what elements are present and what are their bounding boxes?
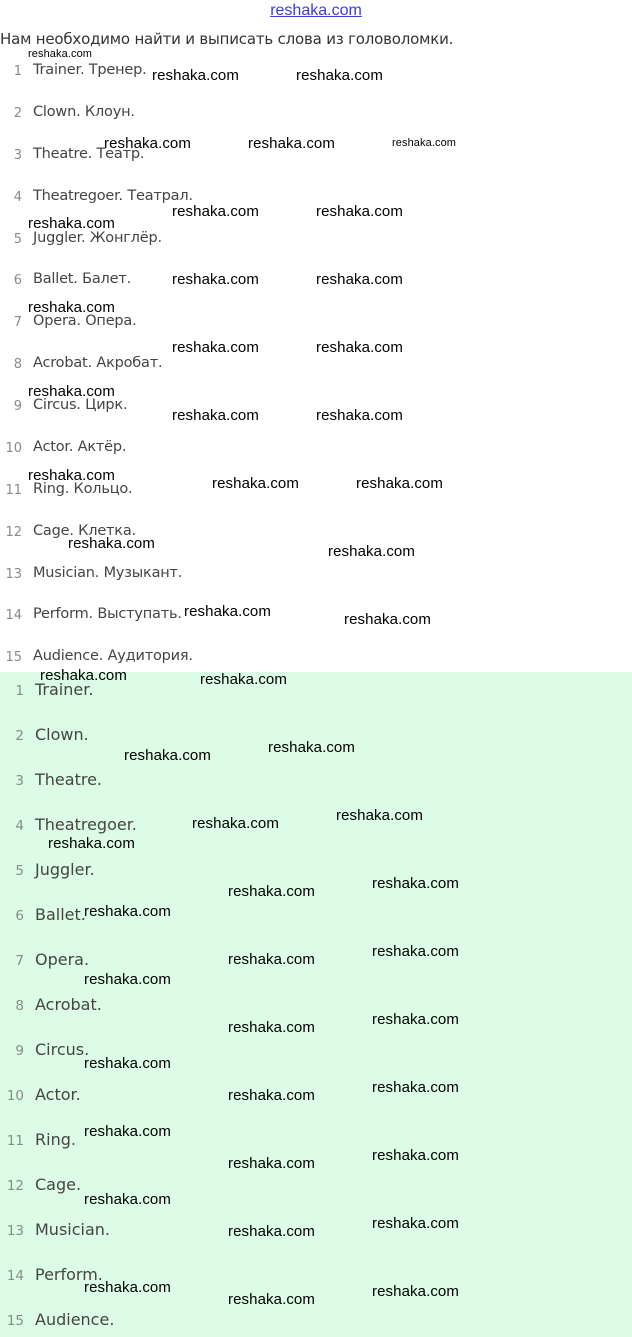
watermark: reshaka.com	[84, 1191, 171, 1208]
item-text: Acrobat. Акробат.	[33, 355, 163, 371]
item-text: Clown.	[35, 725, 89, 744]
item-text: Ring. Кольцо.	[33, 481, 133, 497]
watermark: reshaka.com	[228, 883, 315, 900]
item-text: Cage.	[35, 1175, 82, 1194]
watermark: reshaka.com	[228, 1019, 315, 1036]
watermark: reshaka.com	[172, 339, 259, 356]
item-number: 9	[13, 399, 22, 414]
watermark: reshaka.com	[316, 203, 403, 220]
watermark: reshaka.com	[372, 1011, 459, 1028]
watermark: reshaka.com	[228, 1087, 315, 1104]
item-number: 15	[5, 650, 22, 665]
item-number: 12	[6, 1178, 24, 1194]
watermark: reshaka.com	[316, 407, 403, 424]
item-text: Acrobat.	[35, 995, 102, 1014]
watermark: reshaka.com	[28, 299, 115, 316]
item-text: Audience. Аудитория.	[33, 648, 193, 664]
watermark: reshaka.com	[192, 815, 279, 832]
watermark: reshaka.com	[356, 475, 443, 492]
watermark: reshaka.com	[152, 67, 239, 84]
item-number: 10	[5, 441, 22, 456]
item-number: 10	[6, 1088, 24, 1104]
item-number: 8	[13, 357, 22, 372]
item-text: Actor.	[35, 1085, 81, 1104]
watermark: reshaka.com	[248, 135, 335, 152]
watermark: reshaka.com	[268, 739, 355, 756]
watermark: reshaka.com	[172, 271, 259, 288]
watermark: reshaka.com	[28, 467, 115, 484]
watermark: reshaka.com	[40, 667, 127, 684]
watermark: reshaka.com	[48, 835, 135, 852]
item-text: Audience.	[35, 1310, 115, 1329]
item-text: Juggler. Жонглёр.	[33, 230, 162, 246]
watermark: reshaka.com	[228, 1223, 315, 1240]
watermark: reshaka.com	[328, 543, 415, 560]
item-number: 14	[5, 608, 22, 623]
watermark: reshaka.com	[28, 215, 115, 232]
item-number: 14	[6, 1268, 24, 1284]
item-number: 7	[13, 315, 22, 330]
item-number: 9	[15, 1043, 24, 1059]
item-text: Opera. Опера.	[33, 313, 137, 329]
item-number: 5	[15, 863, 24, 879]
watermark: reshaka.com	[84, 1055, 171, 1072]
watermark: reshaka.com	[336, 807, 423, 824]
item-text: Circus.	[35, 1040, 90, 1059]
item-number: 6	[13, 273, 22, 288]
item-text: Trainer.	[35, 680, 94, 699]
answer-block	[0, 672, 632, 1337]
watermark: reshaka.com	[372, 943, 459, 960]
item-number: 6	[15, 908, 24, 924]
item-number: 15	[6, 1313, 24, 1329]
item-number: 3	[13, 148, 22, 163]
item-text: Actor. Актёр.	[33, 439, 127, 455]
watermark: reshaka.com	[372, 1215, 459, 1232]
watermark: reshaka.com	[200, 671, 287, 688]
item-number: 1	[13, 64, 22, 79]
item-text: Trainer. Тренер.	[33, 62, 147, 78]
watermark: reshaka.com	[104, 135, 191, 152]
watermark: reshaka.com	[212, 475, 299, 492]
watermark: reshaka.com	[228, 1155, 315, 1172]
watermark: reshaka.com	[124, 747, 211, 764]
item-number: 7	[15, 953, 24, 969]
watermark: reshaka.com	[84, 1279, 171, 1296]
item-number: 11	[6, 1133, 24, 1149]
item-text: Musician.	[35, 1220, 110, 1239]
item-number: 1	[15, 683, 24, 699]
watermark: reshaka.com	[316, 271, 403, 288]
item-number: 3	[15, 773, 24, 789]
item-text: Theatre. Театр.	[33, 146, 145, 162]
item-text: Theatregoer. Театрал.	[33, 188, 193, 204]
watermark: reshaka.com	[344, 611, 431, 628]
watermark: reshaka.com	[372, 875, 459, 892]
instruction-text: Нам необходимо найти и выписать слова из головоломки.	[0, 30, 454, 48]
item-text: Ballet. Балет.	[33, 271, 131, 287]
item-number: 12	[5, 525, 22, 540]
watermark: reshaka.com	[392, 137, 457, 149]
watermark: reshaka.com	[228, 951, 315, 968]
watermark: reshaka.com	[84, 1123, 171, 1140]
item-number: 5	[13, 232, 22, 247]
item-text: Musician. Музыкант.	[33, 565, 183, 581]
watermark: reshaka.com	[28, 383, 115, 400]
item-number: 4	[13, 190, 22, 205]
watermark: reshaka.com	[372, 1283, 459, 1300]
watermark: reshaka.com	[172, 407, 259, 424]
item-text: Circus. Цирк.	[33, 397, 128, 413]
watermark: reshaka.com	[372, 1147, 459, 1164]
item-text: Perform.	[35, 1265, 103, 1284]
watermark: reshaka.com	[28, 48, 93, 60]
item-text: Opera.	[35, 950, 90, 969]
watermark: reshaka.com	[84, 903, 171, 920]
item-text: Clown. Клоун.	[33, 104, 135, 120]
item-number: 2	[15, 728, 24, 744]
item-text: Perform. Выступать.	[33, 606, 182, 622]
item-text: Juggler.	[35, 860, 95, 879]
watermark: reshaka.com	[68, 535, 155, 552]
item-number: 13	[6, 1223, 24, 1239]
item-text: Ring.	[35, 1130, 76, 1149]
watermark: reshaka.com	[184, 603, 271, 620]
item-number: 13	[5, 567, 22, 582]
site-link[interactable]: reshaka.com	[270, 2, 362, 19]
item-number: 8	[15, 998, 24, 1014]
item-text: Cage. Клетка.	[33, 523, 136, 539]
watermark: reshaka.com	[372, 1079, 459, 1096]
item-number: 4	[15, 818, 24, 834]
item-text: Theatre.	[35, 770, 102, 789]
watermark: reshaka.com	[228, 1291, 315, 1308]
item-number: 11	[5, 483, 22, 498]
item-text: Theatregoer.	[35, 815, 137, 834]
watermark: reshaka.com	[172, 203, 259, 220]
item-text: Ballet.	[35, 905, 86, 924]
watermark: reshaka.com	[316, 339, 403, 356]
watermark: reshaka.com	[296, 67, 383, 84]
item-number: 2	[13, 106, 22, 121]
watermark: reshaka.com	[84, 971, 171, 988]
